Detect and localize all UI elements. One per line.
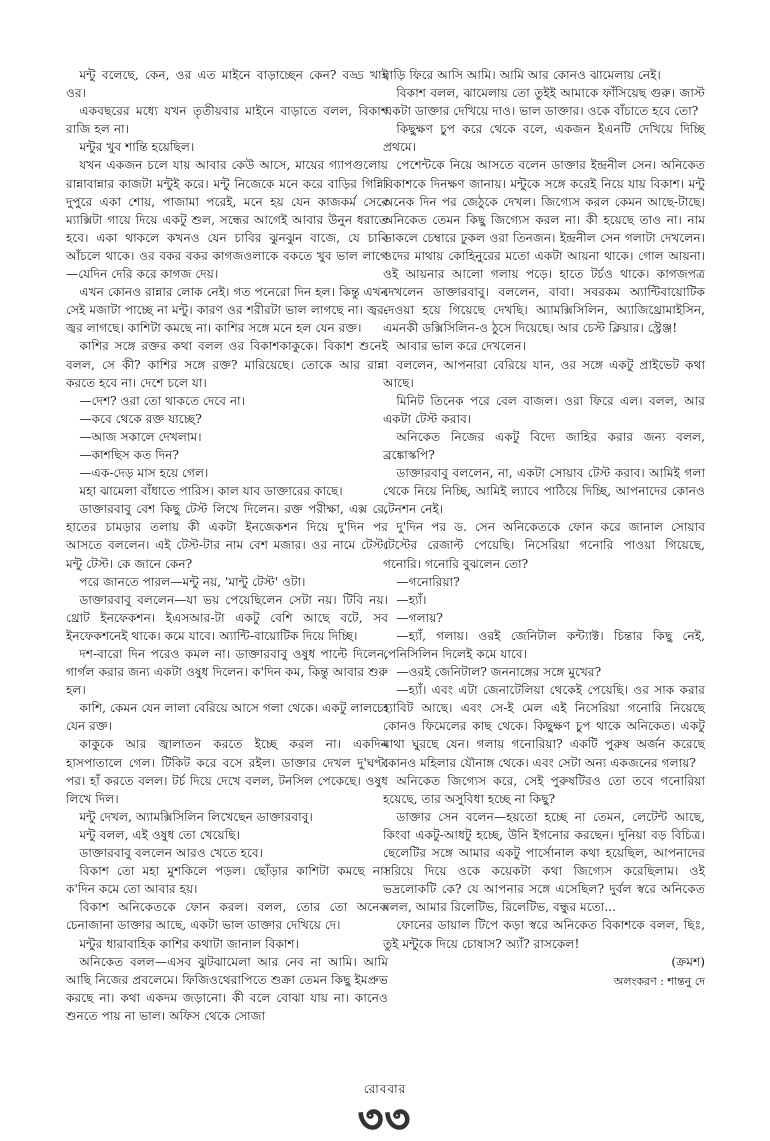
paragraph: কাশির সঙ্গে রক্তর কথা বলল ওর বিকাশকাকুকে। বিকাশ শুনেই বলল, সে কী? কাশির সঙ্গে রক্ত? মারিয়েছে। তোকে আর রান্না করতে হবে না। দেশে চলে যা। <box>66 339 388 390</box>
continued-marker: (ক্রমশ) <box>671 954 705 969</box>
magazine-name: রোববার <box>363 1082 407 1096</box>
paragraph: মন্টুর ধারাবাহিক কাশির কথাটা জানাল বিকাশ। <box>79 936 299 951</box>
dialogue-line: —গলায়? <box>396 610 443 625</box>
paragraph: একবছরের মধ্যে যখন তৃতীয়বার মাইনে বাড়াতে বলল, বিকাশ রাজি হল না। <box>66 104 388 137</box>
paragraph: পেশেন্টকে নিয়ে আসতে বলেন ডাক্তার ইন্দ্রনীল সেন। অনিকেত বিকাশকে দিনক্ষণ জানায়। মন্টুকে সঙ্গে করেই নিয়ে যায় বিকাশ। মন্টু অনেক দিন পর জেঠুকে দেখল। জিগ্যেস করল কেমন আছে-টাছে। অনিকেত তেমন কিছু জিগ্যেস করল না। কী হয়েছে তাও না। নাম ডাকলে চেম্বারে ঢুকল ওরা তিনজন। ইন্দ্রনীল সেন গলাটা দেখলেন। ওদের মাথায় কোহিনুরের মতো একটা আয়না থাকে। গোল আয়না। ওই আয়নার আলো গলায় পড়ে। হাতে টর্চও থাকে। কাগজপত্র দেখলেন ডাক্তারবাবু। বললেন, বাবা। সবরকম অ্যান্টিবায়োটিক দেওয়া হয়ে গিয়েছে দেখছি। অ্যামক্সিসিলিন, অ্যাজিথ্রোমাইসিন, এমনকী ডক্সিসিলিন-ও ঠুসে দিয়েছে। আর চেস্ট ক্লিয়ার। স্ট্রেঞ্জ! <box>383 158 705 336</box>
paragraph: মন্টু বলেছে, কেন, ওর এত মাইনে বাড়াচ্ছেন কেন? বড্ড খাই ওর। <box>66 68 388 101</box>
paragraph: বাড়ি ফিরে আসি আমি। আমি আর কোনও ঝামেলায় নেই। <box>383 68 661 82</box>
illustration-credit: অলংকরণ : শান্তনু দে <box>613 974 705 988</box>
paragraph: মিনিট তিনেক পরে বেল বাজল। ওরা ফিরে এল। বলল, আর একটা টেস্ট করাব। <box>383 393 705 426</box>
paragraph: যখন একজন চলে যায় আবার কেউ আসে, মায়ের গ্যাপগুলোয় রান্নাবান্নার কাজটা মন্টুই করে। মন্টু নিজেকে মনে করে বাড়ির গিন্নি। দুপুরে একা শোয়, পাজামা পরেই, মনে হয় যেন কাজকর্ম সেরে ম্যাক্সিটা গায়ে দিয়ে একটু শুল, সন্ধের আগেই আবার উনুন ধরাতে হবে। একা থাকলে কখনও যেন চাবির ঝুনঝুন বাজে, যে চাবি আঁচলে থাকে। ওর বকর বকর কাগজওলাকে বকতে খুব ভাল লাগে—যেদিন দেরি করে কাগজ দেয়। <box>66 158 388 282</box>
paragraph: ফোনের ডায়াল টিপে কড়া স্বরে অনিকেত বিকাশকে বলল, ছিঃ, তুই মন্টুকে দিয়ে চোষাস? অ্যাঁ? রাসকেল! <box>383 918 705 951</box>
dialogue-line: —আজ সকালে দেখলাম। <box>79 429 202 444</box>
dialogue-line: —হ্যাঁ। এবং এটা জেনাটেলিয়া থেকেই পেয়েছি। ওর সাক করার হ্যাবিট আছে। এবং সে-ই মেল এই নিসেরিয়া গনোরি নিয়েছে কোনও ফিমেলের কাছ থেকে। কিছুক্ষণ চুপ থাকে অনিকেত। একটু মাথা ঘুরছে যেন। গলায় গনোরিয়া? একটি পুরুষ অর্জন করেছে কোনও মহিলার যৌনাঙ্গ থেকে। এবং সেটা অন্য একজনের গলায়? <box>383 683 705 770</box>
dialogue-line: —হ্যাঁ। <box>396 592 427 607</box>
dialogue-line: —গনোরিয়া? <box>396 574 460 589</box>
paragraph: বললেন, আপনারা বেরিয়ে যান, ওর সঙ্গে একটু প্রাইভেট কথা আছে। <box>383 357 705 390</box>
paragraph: বিকাশ অনিকেতকে ফোন করল। বলল, তোর তো অনেক চেনাজানা ডাক্তার আছে, একটা ভাল ডাক্তার দেখিয়ে দে। <box>66 900 388 933</box>
paragraph: ডাক্তারবাবু বললেন আরও খেতে হবে। <box>79 846 264 861</box>
paragraph: অনিকেত জিগ্যেস করে, সেই পুরুষটিরও তো তবে গনোরিয়া হয়েছে, তার অসুবিধা হচ্ছে না কিছু? <box>383 773 705 806</box>
paragraph: পরে জানতে পারল—মন্টু নয়, 'মান্টু টেস্ট' ওটা। <box>79 574 306 589</box>
paragraph: বিকাশ তো মহা মুশকিলে পড়ল। ছোঁড়ার কাশিটা কমছে না। ক'দিন কমে তো আবার হয়। <box>66 864 388 897</box>
paragraph: কাকুকে আর জ্বালাতন করতে ইচ্ছে করল না। একদিন হাসপাতালে গেল। টিকিট করে বসে রইল। ডাক্তার দেখল দু'ঘণ্টা পর। হাঁ করতে বলল। টর্চ দিয়ে দেখে বলল, টনসিল পেকেছে। ওষুধ লিখে দিল। <box>66 737 388 806</box>
paragraph: কাশি, কেমন যেন লালা বেরিয়ে আসে গলা থেকে। একটু লালচে। যেন রক্ত। <box>66 701 388 734</box>
paragraph: দশ-বারো দিন পরেও কমল না। ডাক্তারবাবু ওষুধ পাল্টে দিলেন, গার্গল করার জন্য একটা ওষুধ দিলেন। ক'দিন কম, কিন্তু আবার শুরু হল। <box>66 647 388 698</box>
page-footer <box>0 1078 770 1139</box>
paragraph: ডাক্তারবাবু বললেন—যা ভয় পেয়েছিলেন সেটা নয়। টিবি নয়। থ্রোট ইনফেকশন। ইএসআর-টা একটু বেশি আছে বটে, সব ইনফেকশনেই থাকে। কমে যাবে। অ্যান্টি-বায়োটিক দিয়ে দিচ্ছি। <box>66 592 388 643</box>
dialogue-line: —ওরই জেনিটাল? জননাঙ্গের সঙ্গে মুখের? <box>396 665 602 680</box>
dialogue-line: —হ্যাঁ, গলায়। ওরই জেনিটাল কন্ট্যাক্ট। চিন্তার কিছু নেই, পেনিসিলিন দিলেই কমে যাবে। <box>383 628 705 661</box>
paragraph: আবার ভাল করে দেখলেন। <box>396 339 527 354</box>
paragraph: মহা ঝামেলা বাঁধাতে পারিস। কাল যাব ডাক্তারের কাছে। <box>79 484 343 499</box>
paragraph: অনিকেত বলল—এসব ঝুটঝামেলা আর নেব না আমি। আমি আছি নিজের প্রবলেমে। ফিজিওথেরাপিতে শুক্রা তেমন কিছু ইমপ্রুভ করছে না। কথা একদম জড়ানো। কী বলে বোঝা যায় না। কানেও শুনতে পায় না ভাল। অফিস থেকে সোজা <box>66 954 388 1023</box>
dialogue-line: —এক-দেড় মাস হয়ে গেল। <box>79 466 209 481</box>
left-column <box>66 66 388 1025</box>
dialogue-line: —দেশ? ওরা তো থাকতে দেবে না। <box>79 393 246 408</box>
dialogue-line: —কাশছিস কত দিন? <box>79 447 179 462</box>
paragraph: ডাক্তার সেন বলেন—হয়তো হচ্ছে না তেমন, লেটেন্ট আছে, কিংবা একটু-আধটু হচ্ছে, উনি ইগনোর করছেন। দুনিয়া বড় বিচিত্র। ছেলেটির সঙ্গে আমার একটু পার্সোনাল কথা হয়েছিল, আপনাদের সরিয়ে দিয়ে ওকে কয়েকটা কথা জিগ্যেস করেছিলাম। ওই ভদ্রলোকটি কে? যে আপনার সঙ্গে এসেছিল? দুর্বল স্বরে অনিকেত বলল, আমার রিলেটিভ, রিলেটিভ, বন্ধুর মতো... <box>383 809 705 915</box>
paragraph: বিকাশ বলল, ঝামেলায় তো তুইই আমাকে ফাঁসিয়েছ গুরু। জাস্ট একটা ডাক্তার দেখিয়ে দাও। ভাল ডাক্তার। ওকে বাঁচাতে হবে তো? <box>383 86 705 119</box>
dialogue-line: —কবে থেকে রক্ত যাচ্ছে? <box>79 411 202 426</box>
paragraph: কিছুক্ষণ চুপ করে থেকে বলে, একজন ইএনটি দেখিয়ে দিচ্ছি প্রথমে। <box>383 122 705 155</box>
paragraph: মন্টুর খুব শান্তি হয়েছিল। <box>79 140 195 155</box>
paragraph: অনিকেত নিজের একটু বিদ্যে জাহির করার জন্য বলল, ব্রঙ্কোস্কপি? <box>383 429 705 462</box>
paragraph: মন্টু বলল, এই ওষুধ তো খেয়েছি। <box>79 827 240 842</box>
right-column <box>383 66 705 991</box>
paragraph: মন্টু দেখল, অ্যামক্সিসিলিন লিখেছেন ডাক্তারবাবু। <box>79 809 313 824</box>
page-number: ৩৩ <box>358 1096 412 1141</box>
paragraph: এখন কোনও রান্নার লোক নেই। গত পনেরো দিন হল। কিন্তু এখন সেই মজাটা পাচ্ছে না মন্টু। কারণ ওর শরীরটা ভাল লাগছে না। জ্বর-জ্বর লাগছে। কাশিটা কমছে না। কাশির সঙ্গে মনে হল যেন রক্ত। <box>66 285 388 336</box>
paragraph: ডাক্তারবাবু বেশ কিছু টেস্ট লিখে দিলেন। রক্ত পরীক্ষা, এক্স রে, হাতের চামড়ার তলায় কী একটা ইনজেকশন দিয়ে দু'দিন পর আসতে বললেন। এই টেস্ট-টার নাম বেশ মজার। ওর নামে টেস্ট। মন্টু টেস্ট। কে জানে কেন? <box>66 502 388 571</box>
paragraph: ডাক্তারবাবু বললেন, না, একটা সোয়াব টেস্ট করাব। আমিই গলা থেকে নিয়ে নিচ্ছি, আমিই ল্যাবে পাঠিয়ে দিচ্ছি, আপনাদের কোনও টেনশন নেই। <box>383 466 705 517</box>
paragraph: দু'দিন পর ড. সেন অনিকেতকে ফোন করে জানাল সোয়াব টেস্টের রেজাল্ট পেয়েছি। নিসেরিয়া গনোরি পাওয়া গিয়েছে, গনোরি। গনোরি বুঝলেন তো? <box>383 520 705 571</box>
